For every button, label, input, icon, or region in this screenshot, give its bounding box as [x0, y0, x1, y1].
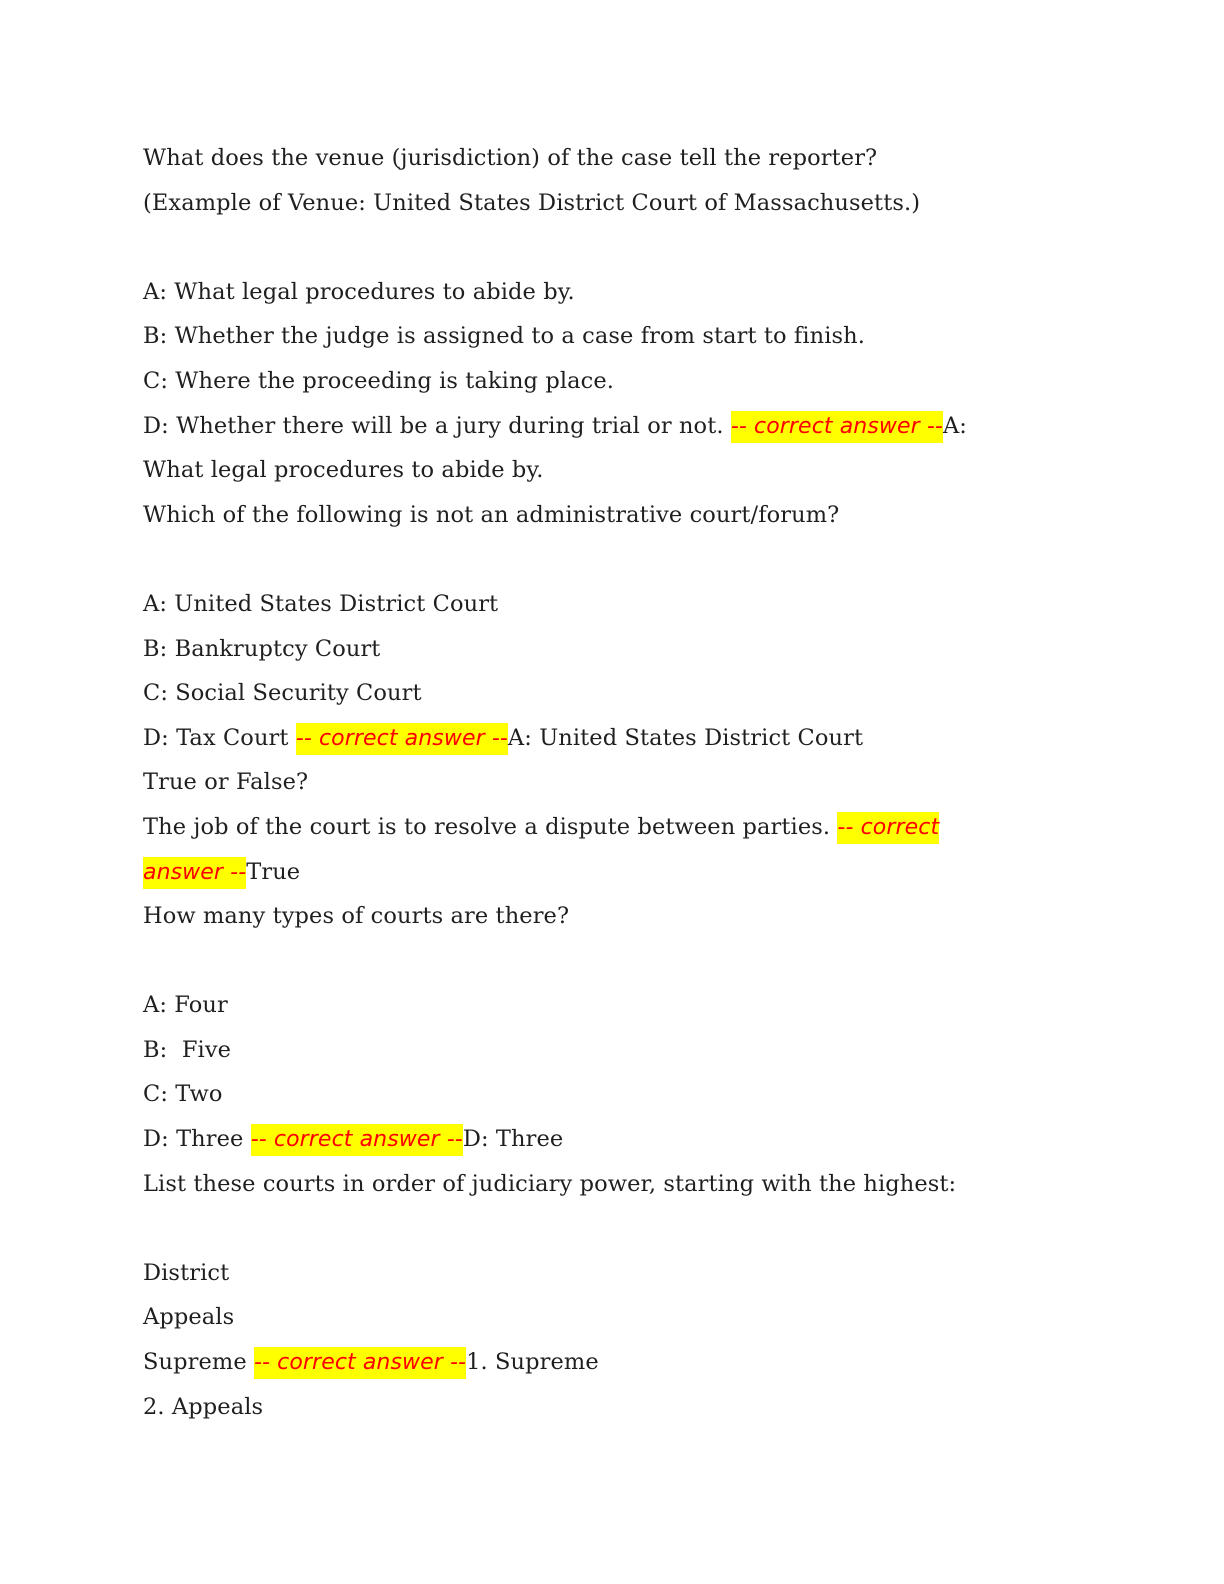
- q1-answer-start: A:: [942, 412, 967, 439]
- q5-item-supreme-line: [143, 1340, 1103, 1385]
- q3-correct-answer-marker-part2: answer --: [143, 857, 246, 889]
- spacer: [143, 1206, 1103, 1251]
- q4-option-c: C: Two: [143, 1081, 223, 1108]
- spacer: [143, 537, 1103, 582]
- q1-option-b: B: Whether the judge is assigned to a case from start to finish.: [143, 323, 866, 350]
- q1-correct-answer-marker: -- correct answer --: [731, 411, 943, 443]
- q1-answer-cont: What legal procedures to abide by.: [143, 457, 544, 484]
- q4-answer: D: Three: [462, 1126, 564, 1153]
- q1-option-c: C: Where the proceeding is taking place.: [143, 367, 614, 394]
- q2-option-a: A: United States District Court: [143, 590, 499, 617]
- q4-option-d: D: Three: [143, 1126, 251, 1153]
- q3-answer-line: [143, 850, 1103, 895]
- q5-question: List these courts in order of judiciary power, starting with the highest:: [143, 1170, 957, 1197]
- q2-answer: A: United States District Court: [507, 724, 864, 751]
- q3-answer: True: [246, 858, 301, 885]
- q3-question-line1: True or False?: [143, 769, 309, 796]
- q1-question-line2: (Example of Venue: United States District Court of Massachusetts.): [143, 189, 921, 216]
- q1-option-d-line: [143, 404, 1103, 449]
- q2-option-d-line: [143, 716, 1103, 761]
- q2-option-c: C: Social Security Court: [143, 680, 422, 707]
- q4-option-a: A: Four: [143, 992, 228, 1019]
- q5-answer-2: 2. Appeals: [143, 1393, 264, 1420]
- q1-option-d: D: Whether there will be a jury during trial or not.: [143, 412, 731, 439]
- q4-option-d-line: [143, 1117, 1103, 1162]
- q4-option-b: B: Five: [143, 1036, 232, 1063]
- q2-option-d: D: Tax Court: [143, 724, 296, 751]
- q5-item-appeals: Appeals: [143, 1304, 235, 1331]
- q3-question-line2: [143, 805, 1103, 850]
- q3-statement: The job of the court is to resolve a dispute between parties.: [143, 813, 838, 840]
- q3-correct-answer-marker-part1: -- correct: [837, 812, 939, 844]
- q2-option-b: B: Bankruptcy Court: [143, 635, 381, 662]
- q5-item-supreme: Supreme: [143, 1349, 254, 1376]
- q4-correct-answer-marker: -- correct answer --: [251, 1124, 463, 1156]
- q2-question: Which of the following is not an administrative court/forum?: [143, 501, 840, 528]
- q2-correct-answer-marker: -- correct answer --: [296, 723, 508, 755]
- q5-item-district: District: [143, 1259, 230, 1286]
- spacer: [143, 939, 1103, 984]
- q1-question-line1: What does the venue (jurisdiction) of the case tell the reporter?: [143, 145, 878, 171]
- q5-answer-1: 1. Supreme: [466, 1349, 599, 1376]
- q5-correct-answer-marker: -- correct answer --: [254, 1347, 466, 1379]
- q4-question: How many types of courts are there?: [143, 903, 570, 930]
- document-body: [143, 136, 1103, 1429]
- q1-option-a: A: What legal procedures to abide by.: [143, 278, 575, 305]
- spacer: [143, 225, 1103, 270]
